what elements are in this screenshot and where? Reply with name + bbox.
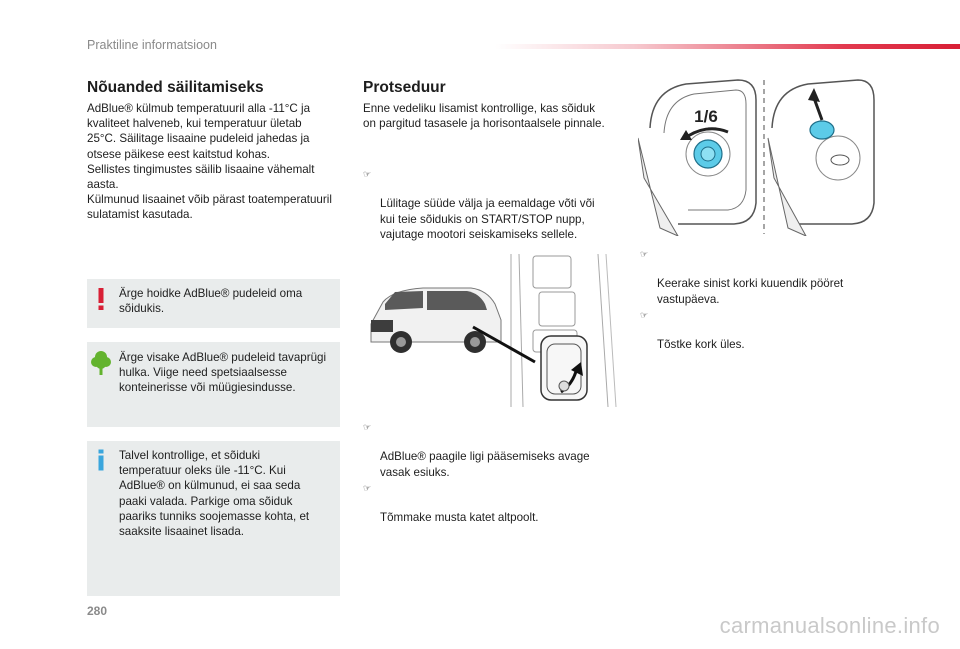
pointing-finger-icon: ☞ [363, 482, 372, 493]
exclamation-icon [94, 287, 108, 311]
list-item-text: Tõmmake musta katet altpoolt. [380, 511, 539, 525]
pointing-finger-icon: ☞ [640, 309, 649, 320]
storage-paragraph [87, 101, 349, 223]
list-item [363, 166, 623, 242]
page-number: 280 [87, 604, 108, 618]
list-item-text: AdBlue® paagile ligi pääsemiseks avage vasak esiuks. [380, 450, 590, 479]
eco-text: Ärge visake AdBlue® pudeleid tavaprügi hulka. Viige need spetsiaalsesse konteinerisse või müügiesindusse. [119, 351, 327, 395]
cap-steps [640, 246, 900, 352]
list-item [640, 307, 900, 353]
procedure-intro [363, 101, 625, 131]
storage-paragraph-line: AdBlue® külmub temperatuuril alla -11°C ja kvaliteet halveneb, kui temperatuur ületab 25°C. Säilitage lisaaine pudeleid jahedas ja otsese päikese eest kaitstud kohas. [87, 102, 311, 161]
header-accent-bar [495, 44, 960, 49]
van-door-illustration [363, 252, 618, 410]
list-item [363, 419, 623, 480]
pointing-finger-icon: ☞ [363, 169, 372, 179]
warning-text: Ärge hoidke AdBlue® pudeleid oma sõidukis. [119, 287, 303, 316]
list-item [363, 480, 623, 526]
storage-heading: Nõuanded säilitamiseks [87, 79, 264, 96]
list-item-text: Keerake sinist korki kuuendik pööret vastupäeva. [657, 277, 844, 306]
list-item-text: Tõstke kork üles. [657, 338, 745, 352]
list-item [640, 246, 900, 307]
info-text: Talvel kontrollige, et sõiduki temperatuur oleks üle -11°C. Kui AdBlue® on külmunud, ei saa seda paaki valada. Parkige oma sõiduk paariks tunniks soojemasse kohta, et saaksite lisaainet lisada. [119, 449, 310, 539]
tree-icon [91, 350, 111, 376]
procedure-intro-text: Enne vedeliku lisamist kontrollige, kas sõiduk on pargitud tasasele ja horisontaalsele pinnale. [363, 102, 605, 131]
storage-paragraph-line: Külmunud lisaainet võib pärast toatemperatuuril sulatamist kasutada. [87, 193, 332, 222]
pointing-finger-icon: ☞ [640, 249, 649, 259]
section-title: Praktiline informatsioon [87, 38, 217, 52]
procedure-steps-top [363, 166, 623, 242]
info-icon [95, 449, 107, 471]
filler-cap-illustration [638, 78, 876, 236]
procedure-steps-bottom [363, 419, 623, 525]
procedure-heading: Protseduur [363, 79, 446, 96]
watermark: carmanualsonline.info [719, 613, 940, 638]
list-item-text: Lülitage süüde välja ja eemaldage võti või kui teie sõidukis on START/STOP nupp, vajutage mootori seiskamiseks sellele. [380, 197, 595, 241]
pointing-finger-icon: ☞ [363, 422, 372, 432]
storage-paragraph-line: Sellistes tingimustes säilib lisaaine vähemalt aasta. [87, 162, 315, 192]
rotation-label: 1/6 [694, 107, 718, 126]
